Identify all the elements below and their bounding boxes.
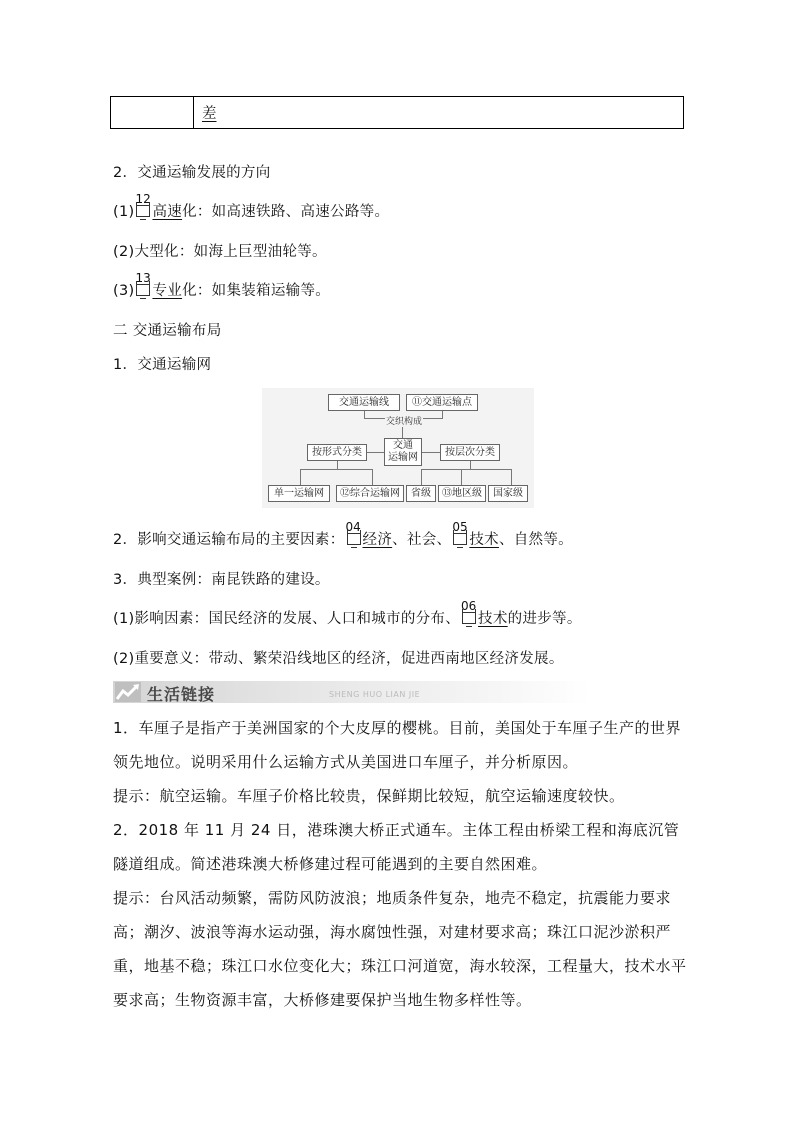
answer-blank: [345, 520, 361, 546]
node-label: 运输网: [388, 452, 418, 463]
table-cell: 差: [202, 106, 217, 122]
item-text: 大型化：如海上巨型油轮等。: [134, 244, 327, 260]
factors-line: [113, 520, 573, 550]
text: 2．影响交通运输布局的主要因素：: [113, 532, 345, 548]
node-by-form: 按形式分类: [307, 444, 367, 461]
list-item: [113, 599, 582, 629]
table-row: [110, 96, 684, 129]
text: (1)影响因素：国民经济的发展、人口和城市的分布、: [113, 611, 461, 627]
case-heading: 3．典型案例：南昆铁路的建设。: [113, 572, 330, 588]
blank-number: 12: [135, 192, 151, 206]
answer-blank: [135, 271, 151, 297]
list-item: [113, 192, 390, 222]
node-provincial: 省级: [406, 485, 436, 502]
section-banner: [113, 681, 591, 703]
question-2: 2．2018 年 11 月 24 日，港珠澳大桥正式通车。主体工程由桥梁工程和海底沉管隧道组成。简述港珠澳大桥修建过程可能遇到的主要自然困难。: [113, 821, 680, 873]
text: 、社会、: [392, 532, 452, 548]
node-single-network: 单一运输网: [268, 485, 330, 502]
blank-marker: ⑫: [340, 488, 350, 499]
node-national: 国家级: [488, 485, 528, 502]
node-by-level: 按层次分类: [440, 444, 500, 461]
blank-marker: ⑪: [412, 397, 422, 408]
answer-text: 高速: [152, 204, 183, 220]
answer-text: 技术: [469, 532, 499, 548]
item-prefix: (1): [113, 204, 135, 220]
list-item: [113, 271, 331, 301]
node-transport-line: 交通运输线: [328, 394, 400, 411]
blank-number: 06: [461, 599, 477, 613]
chart-trend-icon: [115, 682, 141, 702]
transport-network-diagram: [262, 388, 534, 508]
answer-text: 经济: [362, 532, 393, 548]
node-label: 地区级: [452, 488, 482, 499]
node-transport-point: [406, 394, 478, 411]
section-heading: 2．交通运输发展的方向: [113, 165, 271, 181]
part-heading: 二 交通运输布局: [113, 323, 222, 339]
answer-blank: [461, 599, 477, 625]
list-item: [113, 242, 327, 262]
compose-label: 交织构成: [385, 414, 423, 427]
answer-2: 提示：台风活动频繁，需防风防波浪；地质条件复杂，地壳不稳定，抗震能力要求高；潮汐、波浪等海水运动强，海水腐蚀性强，对建材要求高；珠江口泥沙淤积严重，地基不稳；珠江口水位变化大；珠江口河道宽，海水较深，工程量大，技术水平要求高；生物资源丰富，大桥修建要保护当地生物多样性等。: [113, 889, 687, 1009]
table-divider: [193, 97, 194, 128]
answer-1: 提示：航空运输。车厘子价格比较贵，保鲜期比较短，航空运输速度较快。: [113, 787, 625, 805]
answer-blank: [135, 192, 151, 218]
node-combined-network: [336, 485, 404, 502]
sub-heading: 1．交通运输网: [113, 357, 212, 373]
blank-number: 05: [452, 520, 468, 534]
answer-text: 专业: [152, 283, 183, 299]
banner-subtitle: SHENG HUO LIAN JIE: [329, 690, 421, 699]
node-label: 综合运输网: [350, 488, 400, 499]
text: 的进步等。: [507, 611, 582, 627]
question-1: 1．车厘子是指产于美洲国家的个大皮厚的樱桃。目前，美国处于车厘子生产的世界领先地位。说明采用什么运输方式从美国进口车厘子，并分析原因。: [113, 719, 682, 771]
banner-title: 生活链接: [147, 685, 216, 704]
text: 、自然等。: [498, 532, 573, 548]
answer-blank: [452, 520, 468, 546]
blank-marker: ⑬: [442, 488, 452, 499]
list-item: (2)重要意义：带动、繁荣沿线地区的经济，促进西南地区经济发展。: [113, 651, 564, 667]
node-label: 交通: [393, 440, 413, 451]
node-label: 交通运输点: [422, 397, 472, 408]
item-prefix: (2): [113, 244, 135, 260]
blank-number: 04: [345, 520, 361, 534]
node-transport-network: [384, 438, 422, 466]
item-prefix: (3): [113, 283, 135, 299]
node-regional: [438, 485, 486, 502]
item-text: 化：如高速铁路、高速公路等。: [182, 204, 390, 220]
answer-text: 技术: [478, 611, 508, 627]
blank-number: 13: [135, 271, 151, 285]
item-text: 化：如集装箱运输等。: [182, 283, 331, 299]
